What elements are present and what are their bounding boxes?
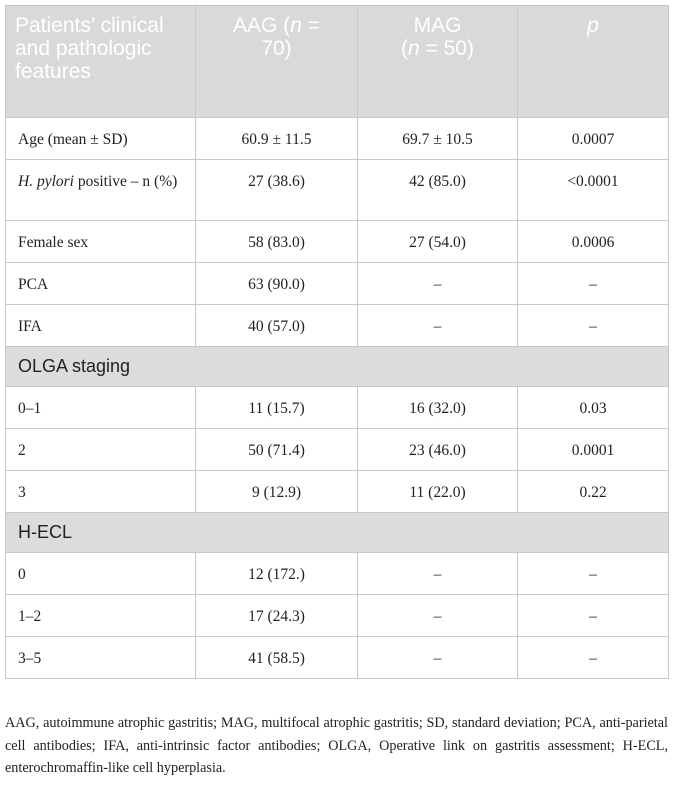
header-aag: AAG (n = 70) (196, 6, 358, 118)
cell-p: – (518, 305, 669, 347)
cell-aag: 41 (58.5) (196, 637, 358, 679)
cell-aag: 17 (24.3) (196, 595, 358, 637)
row-label: 1–2 (6, 595, 196, 637)
row-label: Female sex (6, 221, 196, 263)
row-label: 0 (6, 553, 196, 595)
cell-mag: 42 (85.0) (358, 160, 518, 221)
row-label: 2 (6, 429, 196, 471)
cell-mag: 27 (54.0) (358, 221, 518, 263)
row-label: 3–5 (6, 637, 196, 679)
cell-mag: 69.7 ± 10.5 (358, 118, 518, 160)
table-row (6, 118, 669, 160)
section-header-olga (6, 347, 669, 387)
table-row (6, 263, 669, 305)
cell-p: 0.0006 (518, 221, 669, 263)
row-label: Age (mean ± SD) (6, 118, 196, 160)
cell-aag: 63 (90.0) (196, 263, 358, 305)
table-header-row (6, 6, 669, 118)
table-row (6, 471, 669, 513)
row-label: 0–1 (6, 387, 196, 429)
header-features: Patients’ clinical and pathologic features (6, 6, 196, 118)
table-container (5, 5, 668, 679)
cell-aag: 50 (71.4) (196, 429, 358, 471)
header-mag: MAG (n = 50) (358, 6, 518, 118)
cell-p: 0.0001 (518, 429, 669, 471)
table-row (6, 429, 669, 471)
cell-p: – (518, 637, 669, 679)
cell-aag: 9 (12.9) (196, 471, 358, 513)
cell-aag: 12 (172.) (196, 553, 358, 595)
cell-p: – (518, 595, 669, 637)
cell-aag: 58 (83.0) (196, 221, 358, 263)
section-header-hecl (6, 513, 669, 553)
cell-p: – (518, 553, 669, 595)
cell-aag: 40 (57.0) (196, 305, 358, 347)
table-footnote: AAG, autoimmune atrophic gastritis; MAG, multifocal atrophic gastritis; SD, standard deviation; PCA, anti-parietal cell antibodies; IFA, anti-intrinsic factor antibodies; OLGA, Operative link on gastritis assessment; H-ECL, enterochromaffin-like cell hyperplasia. (5, 715, 668, 776)
cell-mag: 11 (22.0) (358, 471, 518, 513)
row-label: 3 (6, 471, 196, 513)
table-row (6, 553, 669, 595)
table-row (6, 305, 669, 347)
cell-aag: 60.9 ± 11.5 (196, 118, 358, 160)
cell-mag: – (358, 595, 518, 637)
table-row (6, 160, 669, 221)
cell-p: – (518, 263, 669, 305)
cell-aag: 27 (38.6) (196, 160, 358, 221)
section-title: OLGA staging (6, 347, 669, 387)
cell-aag: 11 (15.7) (196, 387, 358, 429)
cell-mag: – (358, 553, 518, 595)
header-p: p (518, 6, 669, 118)
cell-mag: – (358, 637, 518, 679)
section-title: H-ECL (6, 513, 669, 553)
cell-mag: – (358, 305, 518, 347)
table-row (6, 595, 669, 637)
patient-features-table (5, 5, 669, 679)
row-label: H. pylori positive – n (%) (6, 160, 196, 221)
cell-mag: – (358, 263, 518, 305)
table-row (6, 221, 669, 263)
cell-p: 0.0007 (518, 118, 669, 160)
row-label: PCA (6, 263, 196, 305)
row-label: IFA (6, 305, 196, 347)
cell-p: <0.0001 (518, 160, 669, 221)
cell-mag: 23 (46.0) (358, 429, 518, 471)
cell-p: 0.03 (518, 387, 669, 429)
cell-p: 0.22 (518, 471, 669, 513)
table-row (6, 387, 669, 429)
table-row (6, 637, 669, 679)
cell-mag: 16 (32.0) (358, 387, 518, 429)
